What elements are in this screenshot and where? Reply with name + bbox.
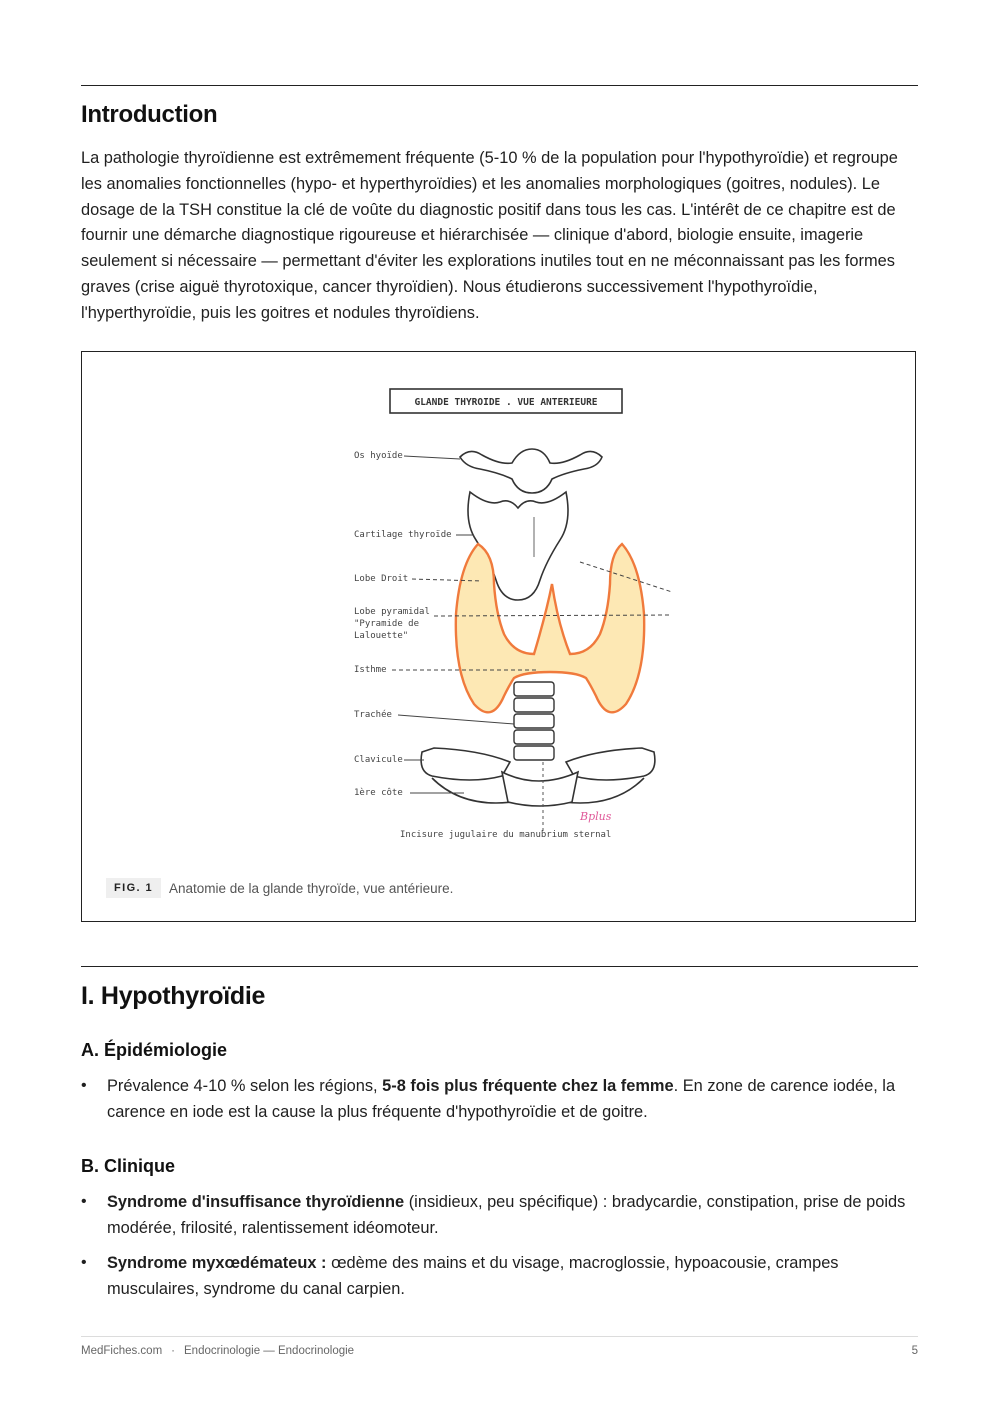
section-rule	[81, 966, 918, 967]
list-item: • Syndrome myxœdémateux : œdème des mains et du visage, macroglossie, hypoacousie, crampes musculaires, syndrome du canal carpien.	[81, 1250, 911, 1302]
section-heading-hypothyroidie: I. Hypothyroïdie	[81, 982, 266, 1010]
label-lobe-pyr-1: Lobe pyramidal	[354, 607, 430, 617]
footer-section: Endocrinologie — Endocrinologie	[184, 1345, 355, 1357]
label-lobe-droit: Lobe Droit	[354, 574, 409, 584]
top-rule	[81, 85, 918, 86]
label-lobe-pyr-2: "Pyramide de	[354, 619, 420, 629]
clinique-list	[81, 1189, 911, 1311]
hyoid-bone	[460, 449, 602, 493]
signature: Bplus	[580, 810, 612, 823]
subsection-heading-epidemiologie: A. Épidémiologie	[81, 1040, 228, 1060]
figure-thyroid	[81, 351, 916, 922]
epidemiologie-list	[81, 1073, 911, 1134]
label-lobe-pyr-3: Lalouette"	[354, 631, 409, 641]
page-number: 5	[911, 1345, 918, 1357]
footer-separator: ·	[171, 1345, 176, 1357]
label-os-hyoide: Os hyoïde	[354, 451, 403, 461]
diagram-title: GLANDE THYROIDE . VUE ANTERIEURE	[414, 397, 598, 408]
page-footer	[81, 1345, 918, 1357]
label-clavicule: Clavicule	[354, 755, 403, 765]
label-cote: 1ère côte	[354, 788, 403, 798]
figure-caption	[106, 878, 453, 898]
label-incisure: Incisure jugulaire du manubrium sternal	[400, 830, 612, 840]
label-isthme: Isthme	[354, 665, 387, 675]
trachea	[514, 682, 554, 760]
label-trachee: Trachée	[354, 710, 392, 720]
subsection-heading-clinique: B. Clinique	[81, 1156, 175, 1176]
list-item: • Syndrome d'insuffisance thyroïdienne (insidieux, peu spécifique) : bradycardie, constipation, prise de poids modérée, frilosité, ralentissement idéomoteur.	[81, 1189, 911, 1241]
footer-site: MedFiches.com	[81, 1345, 163, 1357]
thyroid-anatomy-illustration	[82, 352, 917, 872]
footer-left	[81, 1345, 354, 1357]
list-item: • Prévalence 4-10 % selon les régions, 5-8 fois plus fréquente chez la femme. En zone de carence iodée, la carence en iode est la cause la plus fréquente d'hypothyroïdie et de goitre.	[81, 1073, 911, 1125]
label-cartilage: Cartilage thyroïde	[354, 530, 452, 540]
figure-caption-text: Anatomie de la glande thyroïde, vue antérieure.	[168, 880, 454, 896]
figure-tag: FIG. 1	[106, 878, 161, 898]
intro-paragraph: La pathologie thyroïdienne est extrêmement fréquente (5-10 % de la population pour l'hypothyroïdie) et regroupe les anomalies fonctionnelles (hypo- et hyperthyroïdies) et les anomalies morphologiques (goitres, nodules). Le dosage de la TSH constitue la clé de voûte du diagnostic positif dans tous les cas. L'intérêt de ce chapitre est de fournir une démarche diagnostique rigoureuse et hiérarchisée — clinique d'abord, biologie ensuite, imagerie seulement si nécessaire — permettant d'éviter les explorations inutiles tout en ne méconnaissant pas les formes graves (crise aiguë thyrotoxique, cancer thyroïdien). Nous étudierons successivement l'hypothyroïdie, l'hyperthyroïdie, puis les goitres et nodules thyroïdiens.	[81, 149, 898, 322]
intro-heading: Introduction	[81, 101, 218, 128]
footer-rule	[81, 1336, 918, 1337]
